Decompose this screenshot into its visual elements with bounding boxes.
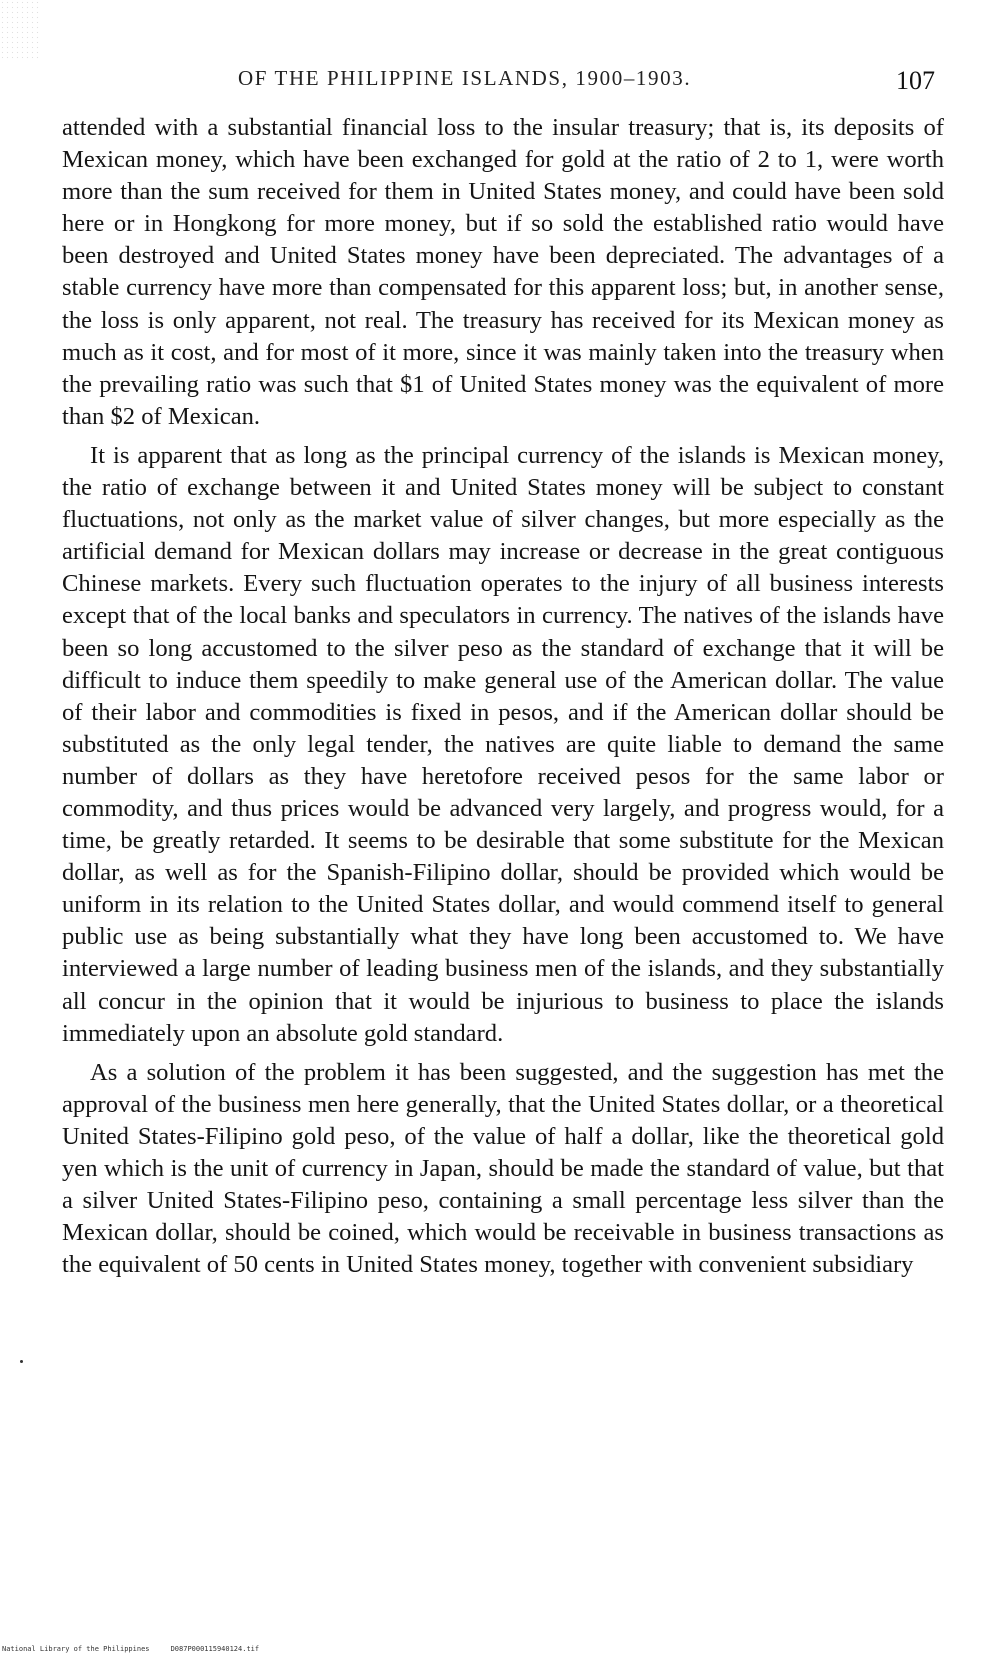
running-title: OF THE PHILIPPINE ISLANDS, 1900–1903. [238, 66, 692, 90]
scan-footer [2, 1645, 259, 1653]
paragraph-1: attended with a substantial financial loss to the insular treasury; that is, its deposits of Mexican money, which have been exchanged for gold at the ratio of 2 to 1, were worth more than the sum received for them in United States money, and could have been sold here or in Hongkong for more money, but if so sold the established ratio would have been destroyed and United States money have been depreciated. The advantages of a stable currency have more than compensated for this apparent loss; but, in another sense, the loss is only apparent, not real. The treasury has received for its Mexican money as much as it cost, and for most of it more, since it was mainly taken into the treasury when the prevailing ratio was such that $1 of United States money was the equivalent of more than $2 of Mexican. [62, 114, 944, 430]
page-number: 107 [896, 66, 935, 95]
paragraph-3: As a solution of the problem it has been suggested, and the suggestion has met the approval of the business men here generally, that the United States dollar, or a theoretical United States-Filipino gold peso, of the value of half a dollar, like the theoretical gold yen which is the unit of currency in Japan, should be made the standard of value, but that a silver United States-Filipino peso, containing a small percentage less silver than the Mexican dollar, should be coined, which would be receivable in business transactions as the equivalent of 50 cents in United States money, together with convenient subsidiary [62, 1058, 944, 1279]
footer-file-id: D087P000115940124.tif [170, 1645, 260, 1653]
margin-mark [20, 1360, 23, 1363]
paragraph-2: It is apparent that as long as the principal currency of the islands is Mexican money, the ratio of exchange between it and United States money will be subject to constant fluctuations, not only as the market value of silver changes, but more especially as the artificial demand for Mexican dollars may increase or decrease in the great contiguous Chinese markets. Every such fluctuation operates to the injury of all business interests except that of the local banks and speculators in currency. The natives of the islands have been so long accustomed to the silver peso as the standard of exchange that it will be difficult to induce them speedily to make general use of the American dollar. The value of their labor and commodities is fixed in pesos, and if the American dollar should be substituted as the only legal tender, the natives are quite liable to demand the same number of dollars as they have heretofore received pesos for the same labor or commodity, and thus prices would be advanced very largely, and progress would, for a time, be greatly retarded. It seems to be desirable that some substitute for the Mexican dollar, as well as for the Spanish-Filipino dollar, should be provided which would be uniform in its relation to the United States dollar, and would commend itself to general public use as being substantially what they have long been accustomed to. We have interviewed a large number of leading business men of the islands, and they substantially all concur in the opinion that it would be injurious to business to place the islands immediately upon an absolute gold standard. [62, 441, 944, 1047]
footer-library: National Library of the Philippines [2, 1645, 150, 1653]
running-head [0, 58, 1005, 98]
body-text [62, 112, 944, 1288]
scan-speckle [0, 0, 40, 60]
